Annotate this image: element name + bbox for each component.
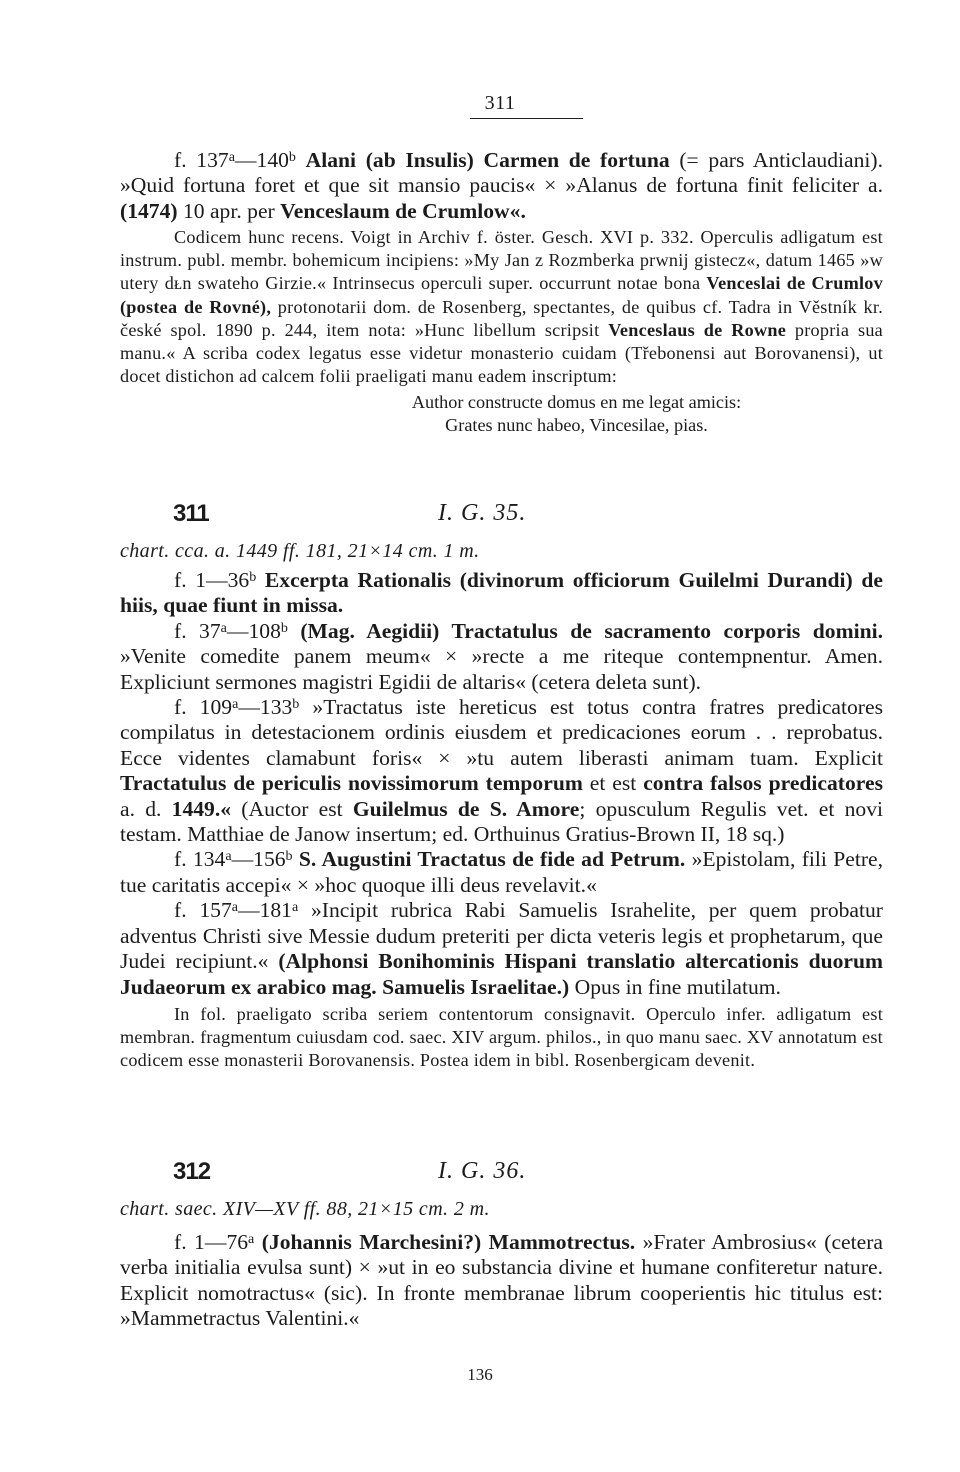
distich-line-1: Author constructe domus en me legat amicis:	[411, 391, 742, 412]
entry-number: 312	[173, 1158, 211, 1185]
folio-item-mammotrectus: f. 1—76$^a$ (Johannis Marchesini?) Mammotrectus. »Frater Ambrosius« (cetera verba initialia evulsa sunt) × »ut in eo substancia divine et humane confiteretur nature. Explicit nomotractus« (sic). In fronte membranae librum cooperientis hic titulus est: »Mammetractus Valentini.«	[120, 1230, 884, 1331]
sheet-number: 136	[467, 1365, 493, 1384]
folio-item-durandus: f. 1—36$^b$ Excerpta Rationalis (divinorum officiorum Guilelmi Durandi) de hiis, quae fiunt in missa.	[120, 568, 883, 618]
entry-number: 311	[173, 500, 209, 527]
folio-item-tractatulus: f. 109$^a$—133$^b$ »Tractatus iste hereticus est totus contra fratres predicatores compilatus in detestacionem ordinis eiusdem et predicaciones eorum . . reprobatus. Ecce videntes clamabunt foris« × »tu autem liberasti animam tuam. Explicit Tractatulus de periculis novissimorum temporum et est contra falsos predicatores a. d. 1449.« (Auctor est Guilelmus de S. Amore; opusculum Regulis vet. et novi testam. Matthiae de Janow insertum; ed. Orthuinus Gratius-Brown II, 18 sq.)	[120, 695, 884, 847]
codex-note: In fol. praeligato scriba seriem contentorum consignavit. Operculo infer. adligatum est membran. fragmentum cuiusdam cod. saec. XIV argum. philos., in quo manu saec. XV annotatum est codicem esse monasterii Borovanensis. Postea idem in bibl. Rosenbergicam devenit.	[120, 1003, 883, 1071]
distich-line-2: Grates nunc habeo, Vincesilae, pias.	[445, 414, 708, 435]
page-number: 311	[484, 92, 516, 114]
entry-312-body	[120, 1230, 883, 1332]
provenance-note: Codicem hunc recens. Voigt in Archiv f. öster. Gesch. XVI p. 332. Operculis adligatum est instrum. publ. membr. bohemicum incipiens: »My Jan z Rozmberka prwnij gistecz«, datum 1465 »w utery dᴌn swateho Girzie.« Intrinsecus operculi super. occurrunt notae bona Venceslai de Crumlov (postea de Rovné), protonotarii dom. de Rosenberg, spectantes, de quibus cf. Tadra in Věstník kr. české spol. 1890 p. 244, item nota: »Hunc libellum scripsit Venceslaus de Rowne propria sua manu.« A scriba codex legatus esse videtur monasterio cuidam (Třebonensi aut Borovanensi), ut docet distichon ad calcem folii praeligati manu eadem inscriptum:	[120, 227, 883, 386]
codex-description: chart. cca. a. 1449 ff. 181, 21×14 cm. 1 m.	[120, 540, 480, 562]
shelfmark: I. G. 36.	[438, 1158, 527, 1184]
folio-item-alanus: f. 137$^a$—140$^b$ Alani (ab Insulis) Carmen de fortuna (= pars Anticlaudiani). »Quid fortuna foret et que sit mansio paucis« × »Alanus de fortuna finit feliciter a. (1474) 10 apr. per Venceslaum de Crumlow«.	[120, 148, 883, 223]
folio-item-aegidius: f. 37$^a$—108$^b$ (Mag. Aegidii) Tractatulus de sacramento corporis domini. »Venite comedite panem meum« × »recte a me riteque contempnentur. Amen. Expliciunt sermones magistri Egidii de altaris« (cetera deleta sunt).	[120, 618, 883, 694]
header-rule	[470, 118, 583, 119]
entry-continuation	[120, 148, 883, 437]
folio-item-samuel: f. 157$^a$—181$^a$ »Incipit rubrica Rabi Samuelis Israhelite, per quem probatur adventus Christi sive Messie dudum preteriti per dicta veteris legis et prophetarum, que Judei recipiunt.« (Alphonsi Bonihominis Hispani translatio altercationis duorum Judaeorum ex arabico mag. Samuelis Israelitae.) Opus in fine mutilatum.	[120, 898, 883, 999]
folio-item-augustinus: f. 134$^a$—156$^b$ S. Augustini Tractatus de fide ad Petrum. »Epistolam, fili Petre, tue caritatis accepi« × »hoc quoque illi deus revelavit.«	[120, 847, 883, 897]
codex-description: chart. saec. XIV—XV ff. 88, 21×15 cm. 2 m.	[120, 1198, 490, 1220]
entry-311-body	[120, 568, 883, 1072]
shelfmark: I. G. 35.	[438, 500, 527, 526]
